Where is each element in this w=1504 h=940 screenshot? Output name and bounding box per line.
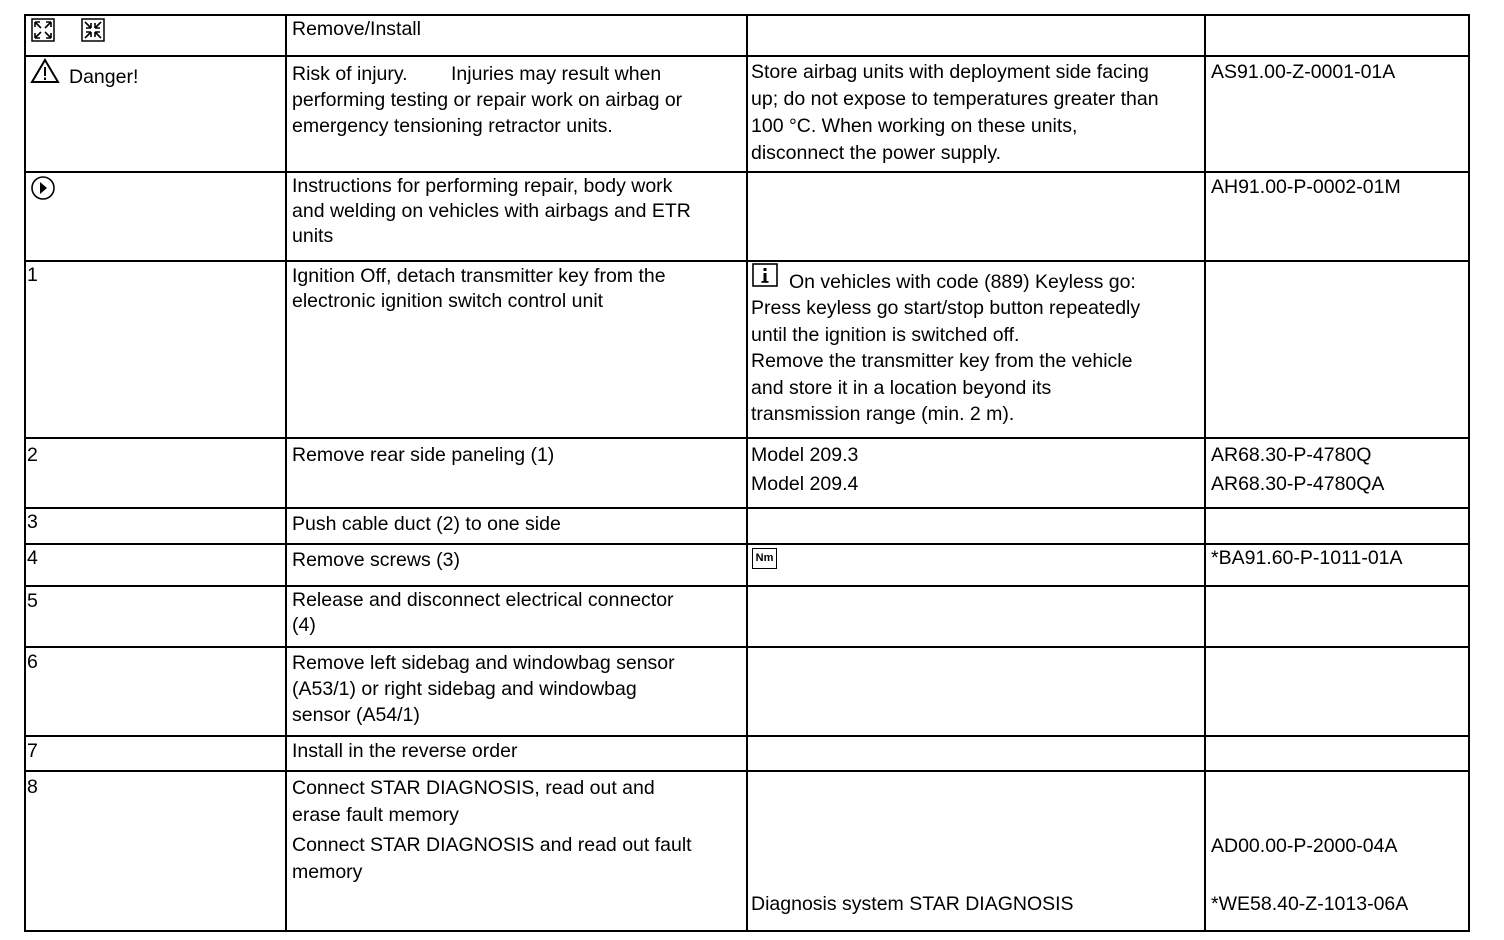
- diagnosis-tool: Diagnosis system STAR DIAGNOSIS: [751, 893, 1074, 915]
- row-divider: [24, 585, 1470, 587]
- row-divider: [24, 55, 1470, 57]
- step-ref[interactable]: *BA91.60-P-1011-01A: [1211, 547, 1403, 569]
- torque-nm-icon[interactable]: Nm: [752, 548, 777, 569]
- step-text: Remove rear side paneling (1): [292, 444, 555, 466]
- step-number: 3: [27, 511, 38, 533]
- info-icon: [752, 263, 778, 287]
- step-text: Connect STAR DIAGNOSIS, read out and erase fault memory: [292, 777, 655, 826]
- row-divider: [24, 770, 1470, 772]
- step-text: Remove left sidebag and windowbag sensor (A53/1) or right sidebag and windowbag sensor (A54/1): [292, 652, 675, 726]
- step1-note-first: On vehicles with code (889) Keyless go:: [789, 271, 1136, 293]
- step-number: 7: [27, 740, 38, 762]
- step-text: Connect STAR DIAGNOSIS and read out fault memory: [292, 834, 692, 883]
- step-text: Ignition Off, detach transmitter key from the electronic ignition switch control unit: [292, 265, 666, 312]
- row-divider: [24, 171, 1470, 173]
- step-number: 4: [27, 547, 38, 569]
- step-number: 2: [27, 444, 38, 466]
- step-ref[interactable]: AR68.30-P-4780Q: [1211, 444, 1372, 466]
- collapse-icon[interactable]: [81, 18, 105, 42]
- step-number: 5: [27, 590, 38, 612]
- table-border-bottom: [24, 930, 1470, 932]
- row-divider: [24, 646, 1470, 648]
- step-text: Release and disconnect electrical connector (4): [292, 589, 674, 636]
- danger-note: Store airbag units with deployment side facing up; do not expose to temperatures greater than 100 °C. When working on these units, disconnect the power supply.: [751, 61, 1159, 164]
- column-divider: [746, 14, 748, 932]
- instructions-text: Instructions for performing repair, body work and welding on vehicles with airbags and ETR units: [292, 175, 691, 247]
- expand-icon[interactable]: [31, 18, 55, 42]
- table-border-left: [24, 14, 26, 932]
- warning-triangle-icon: [30, 58, 60, 84]
- step-ref[interactable]: AD00.00-P-2000-04A: [1211, 835, 1398, 857]
- arrow-circle-icon: [30, 175, 56, 201]
- danger-risk: Risk of injury.: [292, 63, 408, 85]
- step-text: Install in the reverse order: [292, 740, 518, 762]
- header-title: Remove/Install: [292, 18, 421, 40]
- step-number: 1: [27, 264, 38, 286]
- model-label: Model 209.3: [751, 444, 859, 466]
- step-number: 6: [27, 651, 38, 673]
- step1-note: Press keyless go start/stop button repeatedly until the ignition is switched off. Remove the transmitter key from the vehicle and store it in a location beyond its transmission range (min. 2 m).: [751, 297, 1141, 425]
- danger-desc-line1: Injuries may result when: [451, 63, 662, 85]
- danger-desc: performing testing or repair work on airbag or emergency tensioning retractor units.: [292, 89, 683, 137]
- step-text: Push cable duct (2) to one side: [292, 513, 561, 535]
- row-divider: [24, 437, 1470, 439]
- row-divider: [24, 507, 1470, 509]
- model-label: Model 209.4: [751, 473, 859, 495]
- instructions-ref[interactable]: AH91.00-P-0002-01M: [1211, 176, 1401, 198]
- step-text: Remove screws (3): [292, 549, 460, 571]
- step-ref[interactable]: *WE58.40-Z-1013-06A: [1211, 893, 1409, 915]
- step-ref[interactable]: AR68.30-P-4780QA: [1211, 473, 1385, 495]
- column-divider: [285, 14, 287, 932]
- danger-ref[interactable]: AS91.00-Z-0001-01A: [1211, 61, 1396, 83]
- danger-label: Danger!: [69, 66, 139, 88]
- step-number: 8: [27, 776, 38, 798]
- row-divider: [24, 14, 1470, 16]
- row-divider: [24, 735, 1470, 737]
- row-divider: [24, 260, 1470, 262]
- table-border-right: [1468, 14, 1470, 932]
- column-divider: [1204, 14, 1206, 932]
